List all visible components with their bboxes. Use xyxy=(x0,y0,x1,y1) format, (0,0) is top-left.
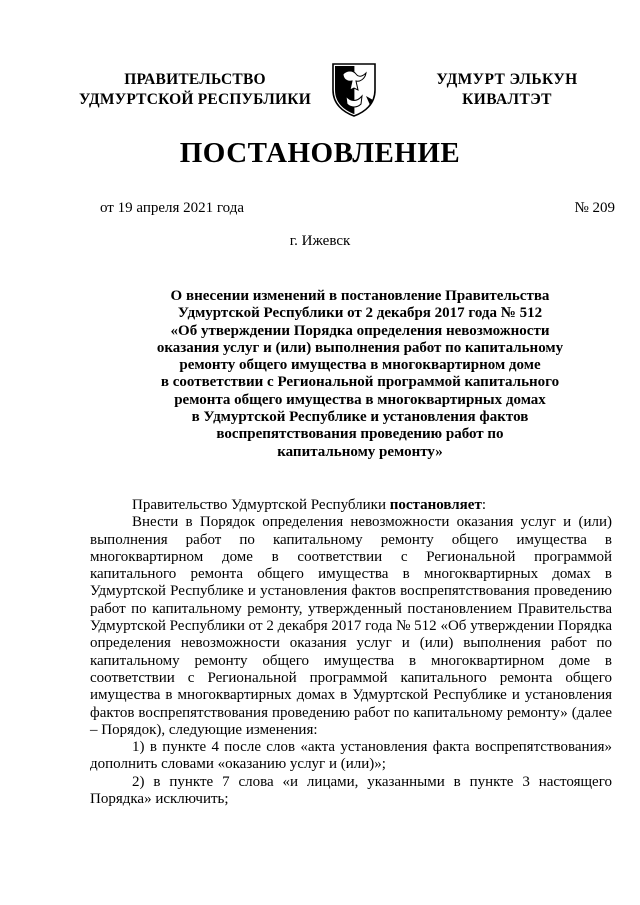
subject-line: воспрепятствования проведению работ по xyxy=(216,426,504,443)
issuer-udmurt-line-2: КИВАЛТЭТ xyxy=(462,91,552,108)
subject-line: оказания услуг и (или) выполнения работ по капитальному xyxy=(156,339,564,356)
document-type-title: ПОСТАНОВЛЕНИЕ xyxy=(179,137,461,169)
subject-line: ремонта общего имущества в многоквартирных домах xyxy=(174,391,546,408)
coat-of-arms-udmurtia-icon xyxy=(329,60,379,118)
body-paragraph-2: 1) в пункте 4 после слов «акта установления факта воспрепятствования» дополнить словами «оказанию услуг и (или)»; xyxy=(90,739,612,773)
body-paragraph-1: Внести в Порядок определения невозможности оказания услуг и (или) выполнения работ по капитальному ремонту общего имущества в многоквартирном доме в соответствии с Региональной программой капитального ремонта общего имущества в многоквартирных домах в Удмуртской Республике и установления фактов воспрепятствования проведению работ по капитальному ремонту, утвержденный постановлением Правительства Удмуртской Республики от 2 декабря 2017 года № 512 «Об утверждении Порядка определения невозможности оказания услуг и (или) выполнения работ по капитальному ремонту общего имущества в многоквартирном доме в соответствии с Региональной программой капитального ремонта общего имущества в многоквартирных домах в Удмуртской Республике и установления фактов воспрепятствования проведению работ по капитальному ремонту» (далее – Порядок), следующие изменения: xyxy=(90,514,612,738)
intro-text: Правительство Удмуртской Республики xyxy=(132,497,390,513)
body-intro xyxy=(90,497,612,514)
subject-line: в Удмуртской Республике и установления фактов xyxy=(191,409,529,426)
subject-line: ремонту общего имущества в многоквартирном доме xyxy=(179,357,541,374)
intro-end: : xyxy=(481,497,486,513)
subject-line: капитальному ремонту» xyxy=(277,443,443,460)
issuer-name-udmurt xyxy=(392,70,622,110)
document-city: г. Ижевск xyxy=(289,233,351,249)
issuer-udmurt-line-1: УДМУРТ ЭЛЬКУН xyxy=(436,71,578,88)
intro-bold-verb: постановляет xyxy=(389,497,482,513)
issuer-line-2: УДМУРТСКОЙ РЕСПУБЛИКИ xyxy=(79,91,311,108)
document-date: от 19 апреля 2021 года xyxy=(100,200,245,216)
subject-line: в соответствии с Региональной программой капитального xyxy=(160,374,560,391)
document-number: № 209 xyxy=(574,200,615,216)
subject-line: «Об утверждении Порядка определения невозможности xyxy=(170,322,550,339)
issuer-name-russian xyxy=(60,70,330,110)
document-body xyxy=(90,497,612,808)
subject-line: Удмуртской Республики от 2 декабря 2017 года № 512 xyxy=(177,305,543,322)
document-subject xyxy=(130,288,590,461)
subject-line: О внесении изменений в постановление Правительства xyxy=(170,288,550,304)
body-paragraph-3: 2) в пункте 7 слова «и лицами, указанными в пункте 3 настоящего Порядка» исключить; xyxy=(90,773,612,808)
issuer-line-1: ПРАВИТЕЛЬСТВО xyxy=(124,71,266,88)
